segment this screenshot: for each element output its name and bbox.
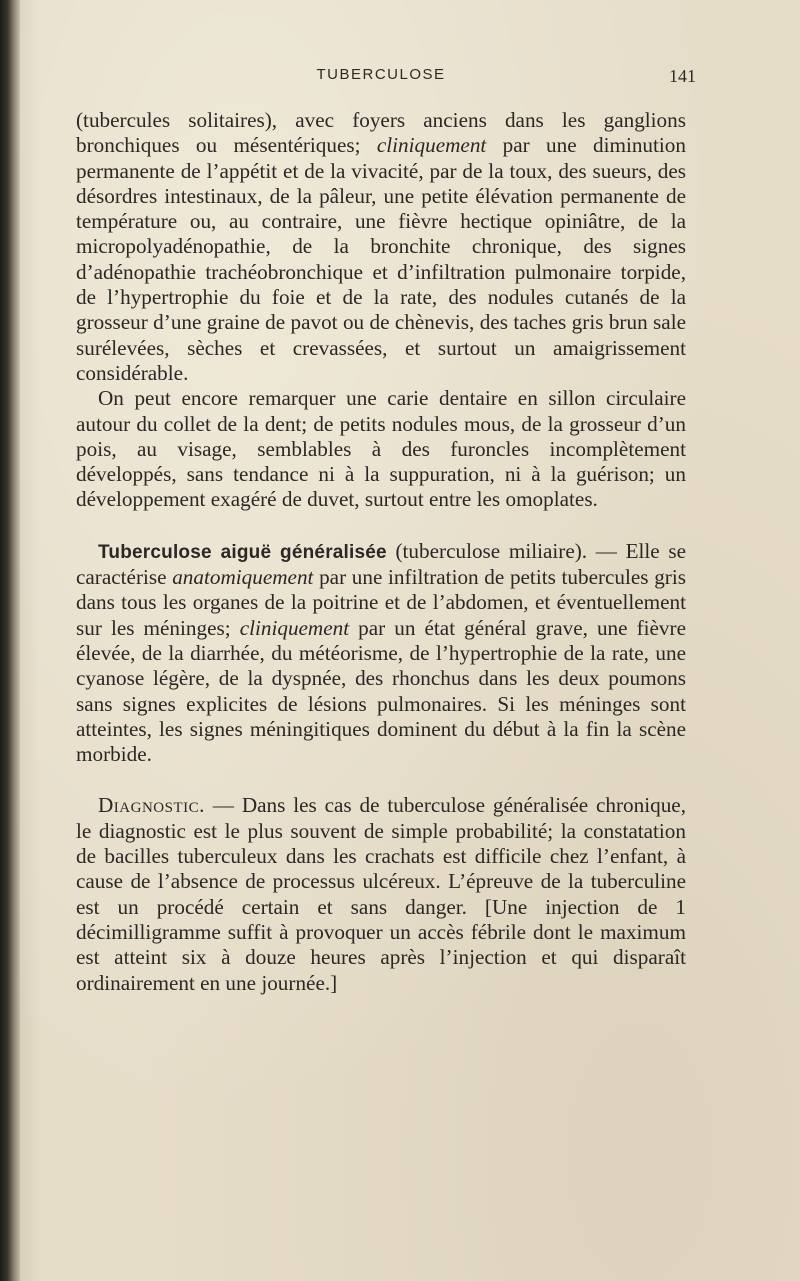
paragraph-text: par un état général grave, une fièvre élevée, de la diarrhée, du météorisme, de l’hypertrophie de la rate, une cyanose légère, de la dyspnée, des rhonchus dans les deux poumons sans signes explicites de lésions pulmonaires. Si les méninges sont atteintes, les signes méningitiques dominent du début à la fin la scène morbide. — [76, 615, 686, 767]
page-body — [76, 108, 686, 996]
italic-term: anatomiquement — [172, 565, 314, 590]
italic-term: cliniquement — [376, 133, 487, 158]
paragraph-chronic-signs — [76, 108, 686, 386]
paragraph-additional-signs — [76, 386, 686, 512]
running-header — [76, 66, 696, 90]
running-title: TUBERCULOSE — [316, 66, 446, 83]
page-number: 141 — [669, 66, 696, 86]
paragraph-miliary-tuberculosis — [76, 539, 686, 768]
paragraph-text: — Dans les cas de tuberculose généralisée chronique, le diagnostic est le plus souvent de simple probabilité; la constatation de bacilles tuberculeux dans les crachats est difficile chez l’enfant, à cause de l’absence de processus ulcéreux. L’épreuve de la tuberculine est un procédé certain et sans danger. [Une injection de 1 décimilligramme suffit à provoquer un accès fébrile dont le maximum est atteint six à douze heures après l’injection et qui disparaît ordinairement en une journée.] — [76, 793, 686, 995]
paragraph-text: (tubercules solitaires), avec foyers anciens dans les ganglions bronchiques ou mésentériques; — [76, 108, 686, 158]
paragraph-text: (tuberculose miliaire). — Elle se caractérise — [76, 538, 687, 590]
section-title: Tuberculose aiguë généralisée — [98, 541, 387, 563]
italic-term: cliniquement — [239, 615, 350, 640]
paragraph-text: par une diminution permanente de l’appétit et de la vivacité, par de la toux, des sueurs, des désordres intestinaux, de la pâleur, une petite élévation permanente de température ou, au contraire, une fièvre hectique opiniâtre, de la micropolyadénopathie, de la bronchite chronique, des signes d’adénopathie trachéobronchique et d’infiltration pulmonaire torpide, de l’hypertrophie du foie et de la rate, des nodules cutanés de la grosseur d’une graine de pavot ou de chènevis, des taches gris brun sale surélevées, sèches et crevassées, et surtout un amaigrissement considérable. — [76, 133, 686, 385]
book-spine-shadow — [0, 0, 20, 1281]
paragraph-diagnosis — [76, 793, 686, 995]
paragraph-text: par une infiltration de petits tubercules gris dans tous les organes de la poitrine et de l’abdomen, et éventuellement sur les méninges; — [76, 565, 686, 640]
paragraph-text: On peut encore remarquer une carie dentaire en sillon circulaire autour du collet de la dent; de petits nodules mous, de la grosseur d’un pois, au visage, semblables à des furoncles incomplètement développés, sans tendance ni à la suppuration, ni à la guérison; un développement exagéré de duvet, surtout entre les omoplates. — [76, 386, 686, 512]
section-title: Diagnostic. — [98, 793, 205, 818]
